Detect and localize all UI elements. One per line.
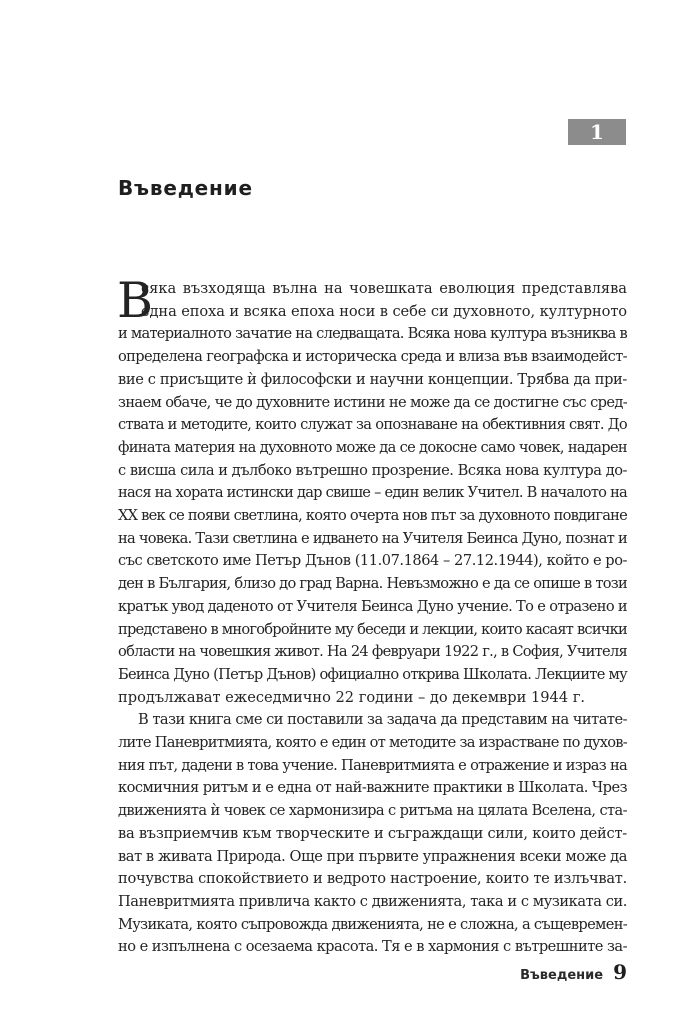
- text-line: със светското име Петър Дънов (11.07.1864 – 27.12.1944), който е ро-: [118, 552, 627, 570]
- text-line: Музиката, която съпровожда движенията, не е сложна, а същевремен-: [118, 915, 627, 933]
- text-line: на човека. Тази светлина е идването на Учителя Беинса Дуно, познат и: [118, 529, 627, 547]
- text-line: Паневритмията привлича както с движенията, така и с музиката си.: [118, 892, 627, 910]
- text-line: космичния ритъм и е една от най-важните практики в Школата. Чрез: [118, 779, 627, 797]
- chapter-title: Въведение: [118, 176, 253, 200]
- drop-cap: В: [117, 272, 154, 329]
- chapter-number-tab: [568, 119, 626, 145]
- running-title: Въведение: [520, 968, 604, 983]
- paragraph-2: [118, 709, 627, 959]
- text-line: почувства спокойствието и ведрото настроение, които те излъчват.: [118, 870, 627, 888]
- text-line: но е изпълнена с осезаема красота. Тя е в хармония с вътрешните за-: [118, 938, 627, 956]
- text-line: области на човешкия живот. На 24 февруари 1922 г., в София, Учителя: [118, 643, 627, 661]
- text-line: ва възприемчив към творческите и съграждащи сили, които дейст-: [118, 824, 627, 842]
- text-line: В тази книга сме си поставили за задача да представим на читате-: [138, 711, 627, 729]
- text-line: сяка възходяща вълна на човешката еволюция представлява: [141, 280, 627, 297]
- text-line: ствата и методите, които служат за опознаване на обективния свят. До: [118, 416, 627, 434]
- text-line: XX век се появи светлина, която очерта нов път за духовното повдигане: [118, 507, 627, 525]
- text-line: ния път, дадени в това учение. Паневритмията е отражение и израз на: [118, 756, 627, 774]
- text-line: една епоха и всяка епоха носи в себе си духовното, културното: [141, 302, 627, 320]
- page-number: 9: [613, 960, 627, 984]
- text-line: и материалното зачатие на следващата. Всяка нова култура възниква в: [118, 325, 627, 343]
- text-line: представено в многобройните му беседи и лекции, които касаят всички: [118, 620, 627, 638]
- body-text: [117, 272, 627, 959]
- text-line: определена географска и историческа среда и влиза във взаимодейст-: [118, 348, 627, 366]
- text-line: ден в България, близо до град Варна. Невъзможно е да се опише в този: [118, 575, 627, 593]
- text-line: кратък увод даденото от Учителя Беинса Дуно учение. То е отразено и: [118, 597, 627, 615]
- text-line: лите Паневритмията, която е един от методите за израстване по духов-: [118, 734, 627, 752]
- text-line: с висша сила и дълбоко вътрешно прозрение. Всяка нова култура до-: [118, 461, 627, 479]
- text-line: продължават ежеседмично 22 години – до декември 1944 г.: [118, 688, 586, 706]
- text-line: знаем обаче, че до духовните истини не може да се достигне със сред-: [118, 393, 627, 411]
- paragraph-1: [117, 272, 627, 709]
- text-line: Беинса Дуно (Петър Дънов) официално открива Школата. Лекциите му: [118, 665, 627, 683]
- text-line: вие с присъщите ѝ философски и научни концепции. Трябва да при-: [118, 370, 627, 388]
- page-footer: [478, 960, 627, 984]
- chapter-number: 1: [590, 120, 604, 144]
- text-line: ват в живата Природа. Още при първите упражнения всеки може да: [118, 847, 627, 865]
- text-line: движенията ѝ човек се хармонизира с ритъма на цялата Вселена, ста-: [118, 802, 627, 820]
- text-line: фината материя на духовното може да се докосне само човек, надарен: [118, 438, 627, 456]
- text-line: нася на хората истински дар свише – един велик Учител. В началото на: [118, 484, 627, 502]
